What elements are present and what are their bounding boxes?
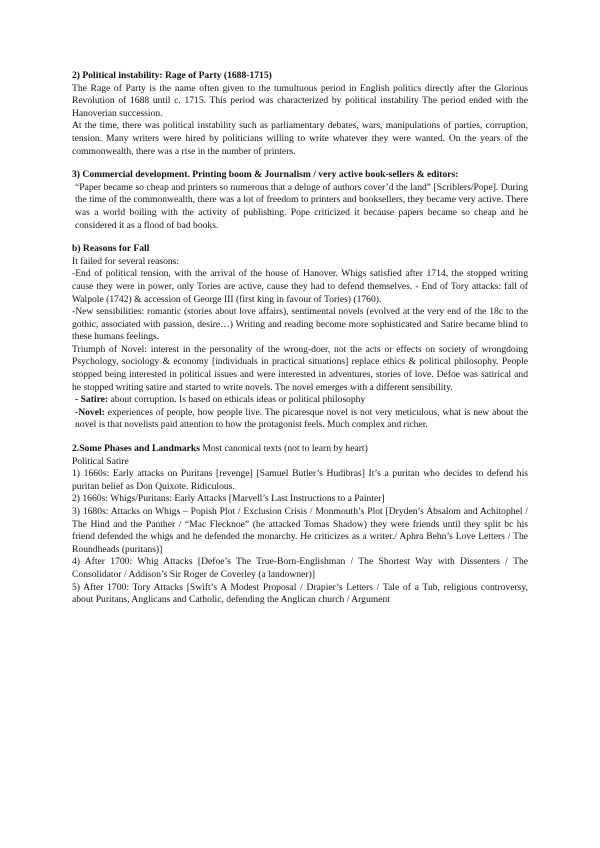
phase-item-3: 3) 1680s: Attacks on Whigs – Popish Plot / Exclusion Crisis / Monmouth’s Plot [Dryden’s Absalom and Achitophel / The Hind and the Panther / “Mac Flecknoe” (he attacked Tomas Shadow) they were friends until they split bc his friend defended the whigs and he defended the monarchy. He criticizes as a writer./ Aphra Behn’s Love Letters / The Roundheads (puritans)] bbox=[72, 506, 528, 555]
satire-label: - Satire: bbox=[75, 394, 109, 406]
paragraph-reasons-intro: It failed for several reasons: bbox=[72, 255, 180, 267]
novel-text: experiences of people, how people live. The picaresque novel is not very meticulous, what is new about the novel is that novelists paid attention to how the protagonist feels. Much complex and richer. bbox=[75, 406, 528, 431]
phase-item-2: 2) 1660s: Whigs/Puritans: Early Attacks [Marvell’s Last Instructions to a Painter] bbox=[72, 493, 385, 505]
novel-label: -Novel: bbox=[75, 406, 105, 418]
section-heading-political-instability: 2) Political instability: Rage of Party (1688-1715) bbox=[72, 70, 272, 81]
phases-heading-note: Most canonical texts (not to learn by heart) bbox=[199, 443, 368, 455]
subheading-political-satire: Political Satire bbox=[72, 455, 129, 467]
paragraph-political-instability: At the time, there was political instability such as parliamentary debates, wars, manipulations of parties, corruption, tension. Many writers were hired by politicians willing to write whatever they were wanted. On the years of the commonwealth, there was a rise in the number of printers. bbox=[72, 120, 528, 157]
satire-text: about corruption. Is based on ethicals ideas or political philosophy bbox=[108, 394, 366, 406]
section-heading-phases bbox=[72, 443, 528, 456]
phases-heading: 2.Some Phases and Landmarks bbox=[72, 443, 200, 455]
phase-item-1: 1) 1660s: Early attacks on Puritans [revenge] [Samuel Butler’s Hudibras] It’s a puritan who decides to defend his puritan belief as Don Quixote. Ridiculous. bbox=[72, 468, 528, 492]
section-heading-commercial-development: 3) Commercial development. Printing boom & Journalism / very active book-sellers & editors: bbox=[72, 169, 459, 181]
phase-item-5: 5) After 1700: Tory Attacks [Swift’s A Modest Proposal / Drapier’s Letters / Tale of a Tub, religious controversy, about Puritans, Anglicans and Catholic, defending the Anglican church / Argument bbox=[72, 581, 528, 606]
document-page bbox=[72, 70, 528, 607]
paragraph-printing-boom: “Paper became so cheap and printers so numerous that a deluge of authors cover’d the land” [Scriblers/Pope]. During the time of the commonwealth, there was a lot of freedom to printers and booksellers, they became very active. There was a world boiling with the activity of publishing. Pope criticized it because papers became so cheap and he considered it as a flood of bad books. bbox=[75, 181, 528, 231]
paragraph-rage-of-party: The Rage of Party is the name often given to the tumultuous period in English politics directly after the Glorious Revolution of 1688 until c. 1715. This period was characterized by political instability The period ended with the Hanoverian succession. bbox=[72, 82, 528, 119]
paragraph-novel-definition bbox=[72, 407, 528, 432]
paragraph-triumph-of-novel: Triumph of Novel: interest in the personality of the wrong-doer, not the acts or effects on society of wrongdoing Psychology, sociology & economy [individuals in practical situations] replace ethics & political philosophy. People stopped being interested in political issues and were interested in adventures, stories of love. Defoe was satirical and he stopped writing satire and started to write novels. The novel emerges with a different sensibility. bbox=[72, 343, 528, 393]
paragraph-new-sensibilities: -New sensibilities: romantic (stories about love affairs), sentimental novels (evolved at the very end of the 18c to the gothic, associated with passion, desire…) Writing and reading become more sophisticated and Satire became blind to these humans feelings. bbox=[72, 306, 528, 343]
paragraph-satire-definition bbox=[72, 394, 528, 407]
paragraph-end-of-tension: -End of political tension, with the arrival of the house of Hanover. Whigs satisfied after 1714, the stopped writing cause they were in power, only Tories are active, cause they had to defend themselves. - End of Tory attacks: fall of Walpole (1742) & accession of George III (first king in favour of Tories) (1760). bbox=[72, 268, 528, 305]
section-heading-reasons-for-fall: b) Reasons for Fall bbox=[72, 243, 150, 255]
phase-item-4: 4) After 1700: Whig Attacks [Defoe’s The True-Born-Englishman / The Shortest Way with Dissenters / The Consolidator / Addison’s Sir Roger de Coverley (a landowner)] bbox=[72, 556, 528, 580]
